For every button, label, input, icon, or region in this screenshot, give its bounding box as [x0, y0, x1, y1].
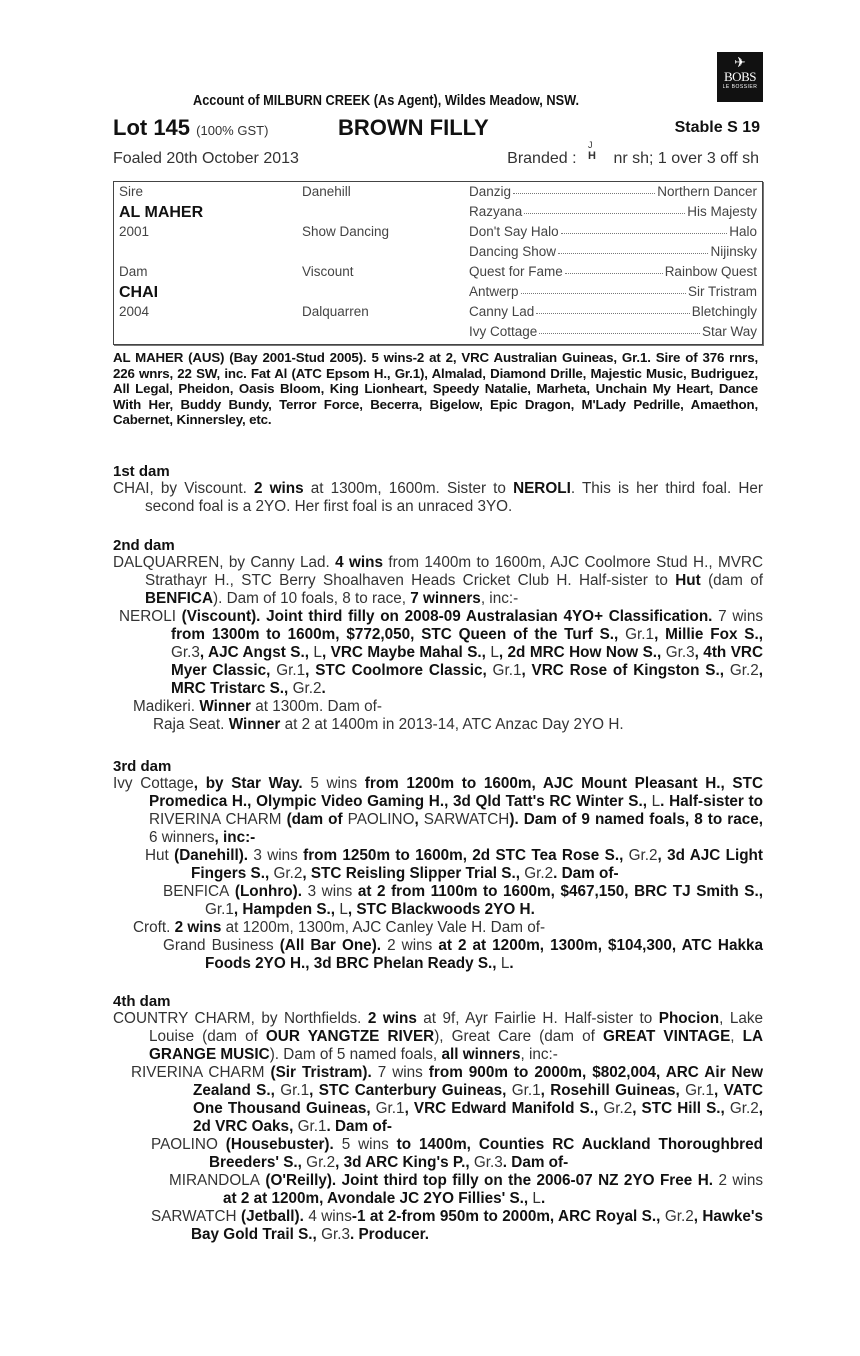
lot-number [113, 115, 268, 141]
pedigree-col2: Dalquarren [302, 304, 369, 319]
pedigree-row [114, 224, 762, 244]
dot-leader [565, 264, 663, 274]
bold-text: , Millie Fox S., [654, 626, 763, 643]
text: NEROLI [119, 608, 176, 625]
text: Gr.2 [664, 1208, 694, 1225]
bold-text: , STC Reisling Slipper Trial S., [302, 865, 525, 882]
great-grandsire: Rainbow Quest [664, 264, 757, 279]
text: Gr.2 [292, 680, 322, 697]
vendor-line: Account of MILBURN CREEK (As Agent), Wildes Meadow, NSW. [193, 93, 580, 109]
grandsire: Quest for Fame [469, 264, 563, 279]
pedigree-col2: Show Dancing [302, 224, 390, 239]
text: SARWATCH [151, 1208, 237, 1225]
bold-text: , by Star Way. [193, 775, 311, 792]
text: 3 wins [253, 847, 298, 864]
text: MIRANDOLA [169, 1172, 260, 1189]
progeny-para [113, 1064, 763, 1136]
text: L [490, 644, 499, 661]
text: 3 wins [307, 883, 353, 900]
dot-leader [561, 224, 728, 234]
bold-text: , 2d MRC How Now S., [498, 644, 666, 661]
text: , inc:- [520, 1046, 558, 1063]
text: Gr.1 [511, 1082, 541, 1099]
foaled-date: Foaled 20th October 2013 [113, 150, 299, 167]
progeny-para [113, 608, 763, 698]
text: 5 wins [341, 1136, 389, 1153]
bold-text: Phocion [658, 1010, 720, 1027]
text: Gr.1 [685, 1082, 715, 1099]
bold-text: NEROLI [513, 480, 571, 497]
text: Gr.2 [273, 865, 303, 882]
bold-text: . [509, 955, 514, 972]
section-1st-dam [113, 463, 763, 516]
bold-text: Winner [228, 716, 281, 733]
bold-text: , STC Blackwoods 2YO H. [347, 901, 535, 918]
text: PAOLINO [347, 811, 415, 828]
text: Gr.1 [280, 1082, 310, 1099]
pedigree-col3 [469, 264, 757, 279]
grandsire: Razyana [469, 204, 523, 219]
section-3rd-dam [113, 758, 763, 973]
bold-text: , [414, 811, 424, 828]
progeny-para [113, 698, 763, 716]
section-4th-dam [113, 993, 763, 1244]
grandsire: Antwerp [469, 284, 519, 299]
pedigree-col3 [469, 244, 757, 259]
bold-text: from 1250m to 1600m, 2d STC Tea Rose S., [297, 847, 629, 864]
lot-header [113, 115, 763, 143]
bold-text: GREAT VINTAGE [602, 1028, 731, 1045]
bold-text: ). Dam of 9 named foals, 8 to race, [509, 811, 764, 828]
text: Madikeri. [133, 698, 200, 715]
sire-summary: AL MAHER (AUS) (Bay 2001-Stud 2005). 5 wins-2 at 2, VRC Australian Guineas, Gr.1. Sire of 376 rnrs, 226 wnrs, 22 SW, inc. Fat Al (ATC Epsom H., Gr.1), Almalad, Diamond Drille, Majestic Music, Budriguez, All Legal, Pheidon, Oasis Bloom, King Lionheart, Speedy Natalie, Marheta, Unchain My Heart, Dance With Her, Buddy Bundy, Terror Force, Becerra, Bigelow, Epic Dragon, M'Lady Pedrille, Amaethon, Cabernet, Kinnersley, etc. [113, 350, 758, 428]
text: , [730, 1028, 743, 1045]
bold-text: , inc:- [214, 829, 256, 846]
bold-text: , AJC Angst S., [199, 644, 314, 661]
sex-colour: BROWN FILLY [338, 115, 489, 140]
dot-leader [524, 204, 685, 214]
progeny-para [113, 883, 763, 919]
text: COUNTRY CHARM, by Northfields. [113, 1010, 368, 1027]
text: 2 wins [718, 1172, 763, 1189]
pedigree-col1: AL MAHER [119, 204, 204, 221]
bold-text: , STC Coolmore Classic, [305, 662, 493, 679]
progeny-para [113, 1172, 763, 1208]
bold-text: . Dam of- [502, 1154, 569, 1171]
bold-text: (Housebuster). [217, 1136, 342, 1153]
brand-desc: nr sh; 1 over 3 off sh [613, 150, 759, 167]
section-title: 2nd dam [113, 537, 175, 554]
pedigree-col2: Danehill [302, 184, 351, 199]
dot-leader [536, 304, 689, 314]
bold-text: (Jetball). [236, 1208, 309, 1225]
great-grandsire: Bletchingly [691, 304, 757, 319]
text: 7 wins [377, 1064, 423, 1081]
section-title: 1st dam [113, 463, 170, 480]
pedigree-col1: 2001 [119, 224, 150, 239]
lot-label: Lot 145 [113, 115, 191, 140]
bold-text: 7 winners [410, 590, 481, 607]
great-grandsire: Northern Dancer [657, 184, 757, 199]
progeny-para [113, 919, 763, 937]
text: PAOLINO [151, 1136, 218, 1153]
bold-text: (Danehill). [168, 847, 254, 864]
text: 2 wins [387, 937, 433, 954]
text: ). Dam of 10 foals, 8 to race, [213, 590, 411, 607]
bold-text: (O'Reilly). Joint third top filly on the 2006-07 NZ 2YO Free H. [259, 1172, 719, 1189]
text: at 1200m, 1300m, AJC Canley Vale H. Dam of- [221, 919, 546, 936]
bold-text: , MRC Tristarc S., [171, 662, 763, 697]
grandsire: Ivy Cottage [469, 324, 538, 339]
bold-text: 2 wins [367, 1010, 417, 1027]
bold-text: (Sir Tristram). [264, 1064, 378, 1081]
text: RIVERINA CHARM [149, 811, 282, 828]
brand-mark [585, 140, 599, 162]
great-grandsire: Star Way [701, 324, 757, 339]
text: 7 wins [718, 608, 763, 625]
bird-icon: ✈ [734, 54, 746, 70]
dam-para [113, 775, 763, 847]
bold-text: , VRC Maybe Mahal S., [321, 644, 491, 661]
text: Ivy Cottage [113, 775, 194, 792]
text: at 1300m. Dam of- [251, 698, 382, 715]
brand-info [507, 140, 759, 168]
text: 4 wins [308, 1208, 352, 1225]
pedigree-col3 [469, 304, 757, 319]
bold-text: 2 wins [253, 480, 304, 497]
bold-text: . [540, 1190, 546, 1207]
pedigree-row [114, 244, 762, 264]
bold-text: , STC Canterbury Guineas, [309, 1082, 512, 1099]
text: , Lake Louise (dam of [149, 1010, 763, 1045]
pedigree-col3 [469, 284, 757, 299]
pedigree-col1: Dam [119, 264, 148, 279]
text: L [651, 793, 661, 810]
text: Gr.3 [171, 644, 200, 661]
text: at 2 at 1400m in 2013-14, ATC Anzac Day 2YO H. [280, 716, 624, 733]
dam-para [113, 1010, 763, 1064]
text: at 1300m, 1600m. Sister to [303, 480, 514, 497]
pedigree-col3 [469, 224, 757, 239]
bold-text: , Hampden S., [233, 901, 340, 918]
section-title: 3rd dam [113, 758, 172, 775]
pedigree-col3 [469, 324, 757, 339]
bold-text: at 2 at 1200m, 1300m, $104,300, ATC Hakka Foods 2YO H., 3d BRC Phelan Ready S., [205, 937, 764, 972]
bold-text: -1 at 2-from 950m to 2000m, ARC Royal S., [351, 1208, 665, 1225]
text: Gr.2 [306, 1154, 336, 1171]
bold-text: all winners [441, 1046, 521, 1063]
bold-text: at 2 from 1100m to 1600m, $467,150, BRC TJ Smith S., [352, 883, 763, 900]
bold-text: . Dam of- [553, 865, 619, 882]
great-grandsire: Nijinsky [710, 244, 757, 259]
bold-text: from 900m to 2000m, $802,004, ARC Air New Zealand S., [193, 1064, 763, 1099]
bold-text: . Half-sister to [660, 793, 763, 810]
bold-text: , VATC One Thousand Guineas, [193, 1082, 764, 1117]
pedigree-row [114, 264, 762, 284]
text: L [532, 1190, 541, 1207]
text: Gr.1 [625, 626, 655, 643]
pedigree-table [113, 181, 763, 345]
bold-text: , VRC Edward Manifold S., [404, 1100, 604, 1117]
text: , inc:- [480, 590, 519, 607]
text: Gr.2 [729, 662, 759, 679]
progeny-para [113, 937, 763, 973]
grandsire: Canny Lad [469, 304, 535, 319]
text: Gr.3 [321, 1226, 350, 1243]
progeny-para [113, 716, 763, 734]
text: Gr.1 [276, 662, 306, 679]
bold-text: (dam of [281, 811, 348, 828]
text: Gr.1 [297, 1118, 327, 1135]
pedigree-col1: Sire [119, 184, 144, 199]
dot-leader [521, 284, 686, 294]
pedigree-row [114, 284, 762, 304]
bold-text: , VRC Rose of Kingston S., [521, 662, 730, 679]
bold-text: 4 wins [335, 554, 384, 571]
bold-text: , 3d ARC King's P., [335, 1154, 474, 1171]
pedigree-col3 [469, 184, 757, 199]
pedigree-col1: 2004 [119, 304, 150, 319]
text: SARWATCH [423, 811, 510, 828]
text: from 1400m to 1600m, AJC Coolmore Stud H., MVRC Strathayr H., STC Berry Shoalhaven Heads Cricket Club H. Half-sister to [145, 554, 763, 589]
bold-text: , 3d AJC Light Fingers S., [191, 847, 763, 882]
great-grandsire: His Majesty [687, 204, 757, 219]
text: Gr.1 [205, 901, 234, 918]
bold-text: (Viscount). Joint third filly on 2008-09 Australasian 4YO+ Classification. [175, 608, 719, 625]
bold-text: Hut [675, 572, 701, 589]
text: . This is her third foal. Her second foal is a 2YO. Her first foal is an unraced 3YO. [145, 480, 763, 515]
great-grandsire: Halo [729, 224, 757, 239]
text: Gr.3 [473, 1154, 503, 1171]
pedigree-col3 [469, 204, 757, 219]
text: 6 winners [149, 829, 215, 846]
text: L [500, 955, 510, 972]
dot-leader [513, 184, 655, 194]
bold-text: . [321, 680, 326, 697]
bold-text: from 1200m to 1600m, AJC Mount Pleasant H., STC Promedica H., Olympic Video Gaming H., 3d Qld Tatt's RC Winter S., [149, 775, 764, 810]
bold-text: , Rosehill Guineas, [540, 1082, 686, 1099]
bold-text: Winner [199, 698, 252, 715]
text: Gr.1 [492, 662, 522, 679]
text: at 9f, Ayr Fairlie H. Half-sister to [416, 1010, 659, 1027]
text: Hut [145, 847, 169, 864]
text: BENFICA [163, 883, 230, 900]
bobs-logo [717, 52, 763, 102]
pedigree-row [114, 324, 762, 344]
text: Gr.2 [628, 847, 658, 864]
bold-text: , 4th VRC Myer Classic, [171, 644, 763, 679]
section-title: 4th dam [113, 993, 171, 1010]
text: Gr.3 [665, 644, 695, 661]
progeny-para [113, 1136, 763, 1172]
dam-para [113, 480, 763, 516]
gst-label: (100% GST) [196, 123, 269, 138]
text: CHAI, by Viscount. [113, 480, 254, 497]
bold-text: . Producer. [349, 1226, 430, 1243]
bold-text: LA GRANGE MUSIC [149, 1028, 764, 1063]
stable-label: Stable S 19 [674, 119, 760, 136]
bold-text: 2 wins [174, 919, 222, 936]
bold-text: . Dam of- [326, 1118, 392, 1135]
text: ), Great Care (dam of [434, 1028, 603, 1045]
bold-text: (Lonhro). [229, 883, 308, 900]
text: Gr.2 [603, 1100, 633, 1117]
text: Grand Business [163, 937, 274, 954]
great-grandsire: Sir Tristram [688, 284, 757, 299]
progeny-para [113, 847, 763, 883]
brand-main: H [588, 150, 596, 162]
section-2nd-dam [113, 537, 763, 734]
bold-text: to 1400m, Counties RC Auckland Thoroughbred Breeders' S., [209, 1136, 763, 1171]
brand-top: J [587, 140, 593, 150]
grandsire: Don't Say Halo [469, 224, 559, 239]
bold-text: OUR YANGTZE RIVER [265, 1028, 435, 1045]
text: Gr.2 [524, 865, 554, 882]
logo-name: BOBS [724, 69, 756, 84]
text: RIVERINA CHARM [131, 1064, 265, 1081]
pedigree-row [114, 184, 762, 204]
text: Croft. [133, 919, 175, 936]
dam-para [113, 554, 763, 608]
grandsire: Dancing Show [469, 244, 557, 259]
bold-text: from 1300m to 1600m, $772,050, STC Queen of the Turf S., [171, 626, 626, 643]
text: Raja Seat. [153, 716, 229, 733]
text: Gr.1 [375, 1100, 405, 1117]
pedigree-row [114, 204, 762, 224]
text: ). Dam of 5 named foals, [269, 1046, 442, 1063]
text: L [339, 901, 348, 918]
text: (dam of [700, 572, 763, 589]
grandsire: Danzig [469, 184, 512, 199]
dot-leader [558, 244, 708, 254]
text: DALQUARREN, by Canny Lad. [113, 554, 336, 571]
bold-text: , STC Hill S., [632, 1100, 730, 1117]
text: 5 wins [310, 775, 358, 792]
bold-text: , 2d VRC Oaks, [193, 1100, 764, 1135]
progeny-para [113, 1208, 763, 1244]
pedigree-col2: Viscount [302, 264, 354, 279]
pedigree-row [114, 304, 762, 324]
bold-text: (All Bar One). [273, 937, 388, 954]
bold-text: BENFICA [145, 590, 213, 607]
pedigree-col1: CHAI [119, 284, 159, 301]
bold-text: at 2 at 1200m, Avondale JC 2YO Fillies' S., [223, 1190, 533, 1207]
text: L [313, 644, 322, 661]
bold-text: , Hawke's Bay Gold Trail S., [191, 1208, 764, 1243]
logo-sub: LE BOSSIER [722, 84, 758, 90]
dot-leader [539, 324, 700, 334]
branded-label: Branded : [507, 150, 577, 167]
text: Gr.2 [729, 1100, 759, 1117]
